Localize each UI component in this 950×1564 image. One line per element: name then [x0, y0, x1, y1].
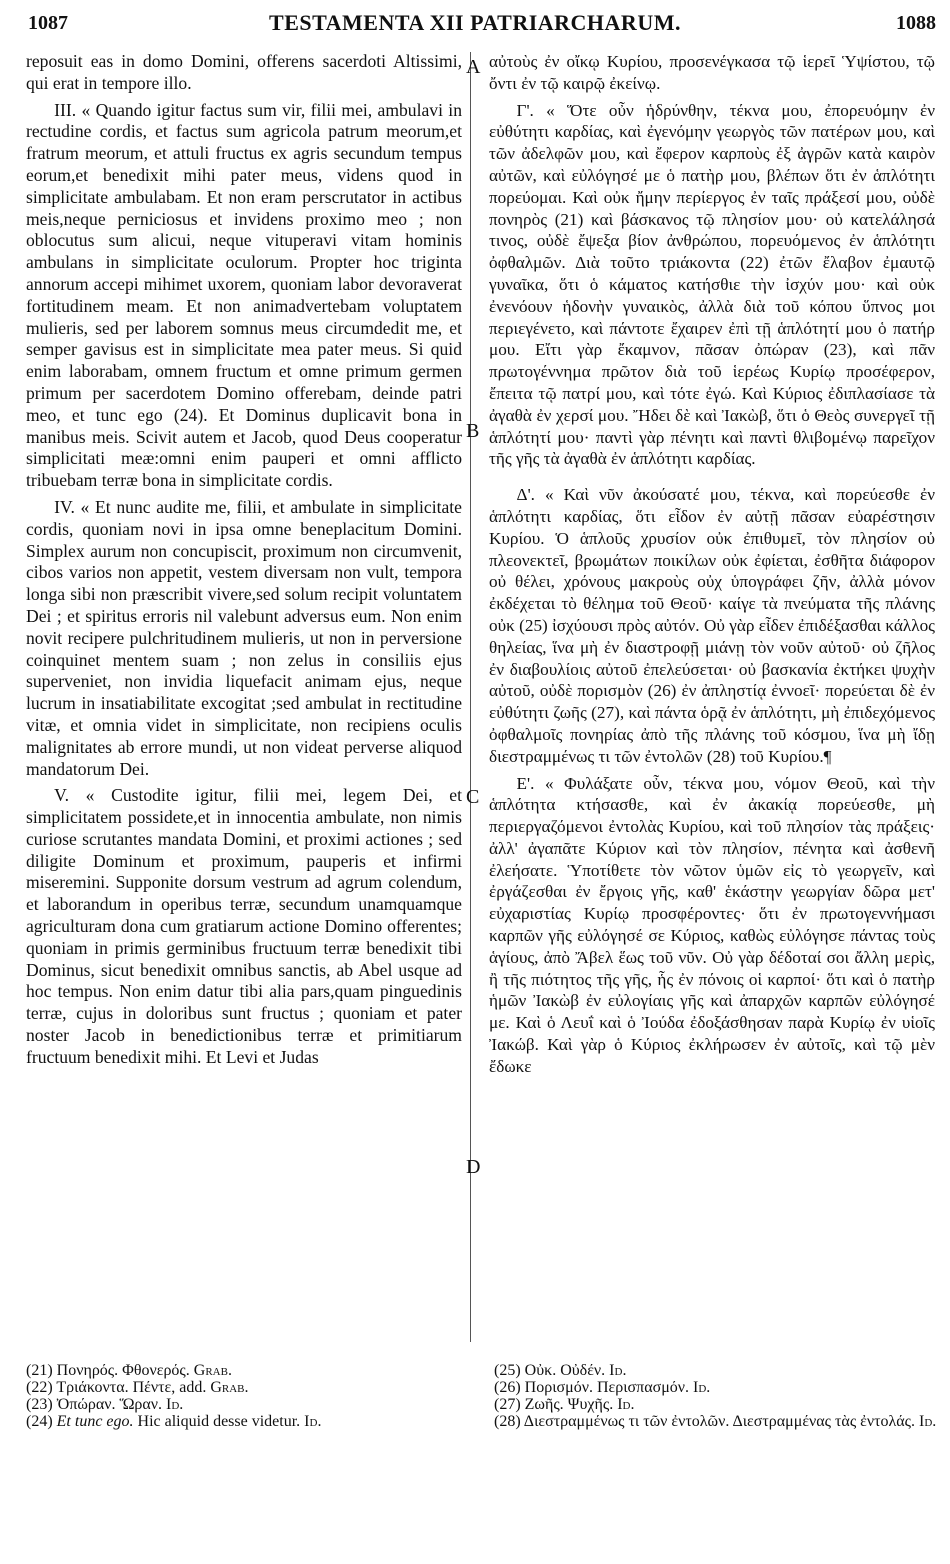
- running-title: TESTAMENTA XII PATRIARCHARUM.: [269, 10, 681, 35]
- footnote-22: (22) Τριάκοντα. Πέντε, add. Grab.: [26, 1379, 249, 1396]
- section-marker-c: C: [466, 786, 480, 808]
- greek-paragraph: αὐτοὺς ἐν οἴκῳ Κυρίου, προσενέγκασα τῷ ἱερεῖ Ὑψίστου, τῷ ὄντι ἐν τῷ καιρῷ ἐκείνῳ.: [489, 52, 935, 93]
- greek-column: [489, 51, 935, 1078]
- section-marker-d: D: [466, 1156, 481, 1178]
- page-number-left: 1087: [28, 12, 68, 34]
- greek-paragraph: Ε'. « Φυλάξατε οὖν, τέκνα μου, νόμον Θεοῦ, καὶ τὴν ἁπλότητα κτήσασθε, καὶ ἐν ἀκακίᾳ πορεύεσθε, μὴ περιεργαζόμενοι ἐντολὰς Κυρίου, καὶ τοῦ πλησίον τὰς πράξεις· ἀλλ' ἀγαπᾶτε Κύριον καὶ τὸν πλησίον, πένητα καὶ ἀσθενῆ ἐλεήσατε. Ὑποτίθετε τὸν νῶτον ὑμῶν εἰς τὸ γεωργεῖν, καὶ ἐργάζεσθαι ἐν ἔργοις γῆς, καθ' ἑκάστην γεωργίαν δῶρα μετ' εὐχαριστίας Κυρίῳ προσφέροντες· ὅτι ἐν πρωτογεννήμασι καρπῶν γῆς εὐλόγησέ σε Κύριος, καθὼς εὐλόγησε πάντας τοὺς ἁγίους, ἀπὸ Ἄβελ ἕως τοῦ νῦν. Οὐ γὰρ δέδοταί σοι ἄλλη μερὶς, ἢ τῆς πιότητος τῆς γῆς, ἧς ἐν πόνοις οἱ καρποί· ὅτι καὶ ὁ πατὴρ ἡμῶν Ἰακὼβ ἐν εὐλογίαις γῆς καὶ ἀπαρχῶν καρπῶν εὐλόγησέ με. Καὶ ὁ Λευΐ καὶ ὁ Ἰούδα ἐδοξάσθησαν παρὰ Κυρίῳ ἐν υἱοῖς Ἰακώβ. Καὶ γὰρ ὁ Κύριος ἐκλήρωσεν ἐν αὐτοῖς, καὶ τῷ μὲν ἔδωκε: [489, 773, 935, 1076]
- footnote-27: (27) Ζωῆς. Ψυχῆς. Id.: [494, 1396, 635, 1413]
- footnote-21: (21) Πονηρός. Φθονερός. Grab.: [26, 1362, 232, 1379]
- page-number-right: 1088: [896, 12, 936, 34]
- footnote-28: (28) Διεστραμμένως τι τῶν ἐντολῶν. Διεστραμμένας τὰς ἐντολάς. Id.: [494, 1413, 937, 1430]
- footnotes-left: [26, 1362, 464, 1430]
- page-header: [0, 0, 950, 44]
- greek-paragraph: Δ'. « Καὶ νῦν ἀκούσατέ μου, τέκνα, καὶ πορεύεσθε ἐν ἁπλότητι καρδίας, ὅτι εἶδον ἐν αὐτῇ πᾶσαν εὐαρέστησιν Κυρίου. Ὁ ἁπλοῦς χρυσίον οὐκ ἐπιθυμεῖ, τὸν πλησίον οὐ πλεονεκτεῖ, βρωμάτων ποικίλων οὐκ ἐφίεται, ἐσθῆτα διάφορον οὐ θέλει, χρόνους μακροὺς οὐχ ὑπογράφει ζῆν, ἀλλὰ μόνον ἐκδέχεται τὸ θέλημα τοῦ Θεοῦ· καίγε τὰ πνεύματα τῆς πλάνης οὐκ (25) ἰσχύουσι πρὸς αὐτόν. Οὐ γὰρ εἶδεν ἐπιδέξασθαι κάλλος θηλείας, ἵνα μὴ ἐν διαστροφῇ μιάνῃ τὸν νοῦν αὐτοῦ· οὐ ζῆλος ἐν διαβουλίοις αὐτοῦ ἐπελεύσεται· οὐ βασκανία ἐκτήκει ψυχὴν αὐτοῦ, οὐδὲ πορισμὸν (26) ἐν ἀπληστίᾳ ἐννοεῖ· πορεύεται δὲ ἐν εὐθύτητι ζωῆς (27), καὶ πάντα ὁρᾷ ἐν ἁπλότητι, μὴ ἐπιδεχόμενος ὀφθαλμοῖς πονηρίας ἀπὸ τῆς πλάνης τοῦ κόσμου, ἵνα μὴ ἴδῃ διεστραμμένως τι τῶν ἐντολῶν (28) τοῦ Κυρίου.¶: [489, 485, 935, 766]
- greek-paragraph: Γ'. « Ὅτε οὖν ἡδρύνθην, τέκνα μου, ἐπορευόμην ἐν εὐθύτητι καρδίας, καὶ ἐγενόμην γεωργὸς τῶν πατέρων μου, καὶ τῶν ἀδελφῶν μου, καὶ ἔφερον καρποὺς ἐξ ἀγρῶν κατὰ καιρὸν αὐτῶν, καὶ εὐλόγησέ με ὁ πατὴρ μου, βλέπων ὅτι ἐν ἁπλότητι πορεύομαι. Καὶ οὐκ ἤμην περίεργος ἐν ταῖς πράξεσί μου, οὐδὲ πονηρὸς (21) καὶ βάσκανος τῷ πλησίον μου· οὐ κατελάλησά τινος, οὐδὲ ἔψεξα βίον ἀνθρώπου, πορευόμενος ἐν ἁπλότητι ὀφθαλμῶν. Διὰ τοῦτο τριάκοντα (22) ἐτῶν ἔλαβον ἐμαυτῷ γυναῖκα, ὅτι ὁ κάματος κατήσθιε τὴν ἰσχύν μου· καὶ οὐκ ἐνενόουν ἡδονὴν γυναικὸς, ἀλλὰ διὰ τοῦ κόπου ὕπνος μοι περιεγένετο, καὶ πάντοτε ἔχαιρεν ἐπὶ τῇ ἁπλότητί μου ὁ πατήρ μου. Εἴτι γὰρ ἔκαμνον, πᾶσαν ὀπώραν (23), καὶ πᾶν πρωτογέννημα πρῶτον διὰ τοῦ ἱερέως Κυρίῳ προσέφερον, ἔπειτα τῷ πατρί μου, καὶ τότε ἐγώ. Καὶ Κύριος ἐδιπλασίασε τὰ ἀγαθὰ ἐν χερσί μου. Ἤδει δὲ καὶ Ἰακὼβ, ὅτι ὁ Θεὸς συνεργεῖ τῇ ἁπλότητί μου· παντὶ γὰρ πένητι καὶ παντὶ θλιβομένῳ παρεῖχον τῆς γῆς τὰ ἀγαθὰ ἐν ἁπλότητι καρδίας.: [489, 100, 935, 469]
- footnote-23: (23) Ὀπώραν. Ὥραν. Id.: [26, 1396, 184, 1413]
- latin-paragraph: IV. « Et nunc audite me, filii, et ambulate in simplicitate cordis, quoniam novi in ipsa omne beneplacitum Domini. Simplex aurum non concupiscit, proximum non circumvenit, cibos varios non appetit, vestem diversam non vult, tempora longa sibi non præscribit vivere,sed solum recipit voluntatem Dei ; et spiritus erroris nil valebunt adversus eum. Non enim novit recipere pulchritudinem mulieris, ut non in perversione coinquinet mentem suam ; non zelus in consiliis ejus superveniet, non invidia liquefacit animam ejus, neque lucrum in insatiabilitate excogitat ;sed ambulat in rectitudine vitæ, et omnia videt in simplicitate, non recipiens oculis malignitates ab errore mundi, ut non videat perverse aliquod mandatorum Dei.: [26, 496, 462, 779]
- section-marker-a: A: [466, 56, 481, 78]
- latin-paragraph: V. « Custodite igitur, filii mei, legem Dei, et simplicitatem possidete,et in innocentia ambulate, non nimis curiose scrutantes mandata Domini, et proximi actiones ; sed diligite Dominum et proximum, pauperis et infirmi miseremini. Supponite dorsum vestrum ad agrum colendum, et laborandum in operibus terræ, secundum unamquamque agriculturam dona cum gratiarum actione Domino offerentes; quoniam in primis germinibus fructuum terræ benedixit tibi Dominus, sicut benedixit omnibus sanctis, ab Abel usque ad hoc tempus. Non enim datur tibi alia pars,quam pinguedinis terræ, cujus in doloribus sunt fructus ; quoniam et pater noster Jacob in benedictionibus terræ et primitiarum fructuum benedixit mihi. Et Levi et Judas: [26, 785, 462, 1067]
- footnotes-right: [494, 1362, 940, 1430]
- footnote-26: (26) Πορισμόν. Περισπασμόν. Id.: [494, 1379, 711, 1396]
- latin-paragraph: III. « Quando igitur factus sum vir, filii mei, ambulavi in rectudine cordis, et factus sum agricola patrum meorum,et fratrum meorum, et attuli fructus ex agris secundum tempus eorum,et benedixit mihi pater meus, videns quod in simplicitate ambulabam. Et non eram perscrutator in actibus meis,neque perniciosus et invidens proximo meo ; non oblocutus sum alicui, neque vituperavi vitam hominis ambulans in simplicitate oculorum. Propter hoc triginta annorum accepi mihimet uxorem, quoniam labor devoraverat fortitudinem meam. Et non animadvertebam voluptatem mulieris, sed per laborem somnus meus circumdedit me, et semper gavisus est in simplicitate mea pater meus. Si quid enim laborabam, omnem fructum et omne primum germen primum per sacerdotem Domino offerebam, deinde patri meo, et tunc ego (24). Et Dominus duplicavit bona in manibus meis. Scivit autem et Jacob, quod Deus cooperatur simplicitati meæ:omni enim pauperi et omni afflicto tribuebam terræ bona in simplicitate cordis.: [26, 99, 462, 491]
- column-divider: [470, 52, 471, 1342]
- footnote-25: (25) Οὐκ. Οὐδέν. Id.: [494, 1362, 627, 1379]
- footnote-24: (24) Et tunc ego. Hic aliquid desse videtur. Id.: [26, 1413, 322, 1430]
- latin-paragraph: reposuit eas in domo Domini, offerens sacerdoti Altissimi, qui erat in tempore illo.: [26, 51, 462, 93]
- section-marker-b: B: [466, 420, 480, 442]
- latin-column: [26, 51, 462, 1069]
